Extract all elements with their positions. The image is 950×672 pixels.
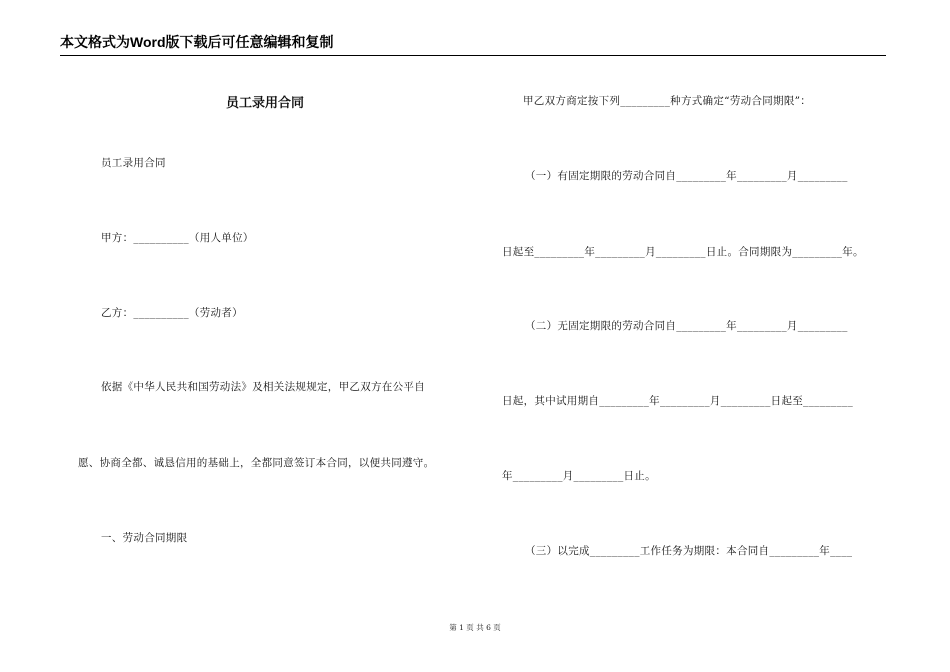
right-line-1: 甲乙双方商定按下列_________种方式确定“劳动合同期限”： <box>523 95 812 107</box>
left-line-4: 依据《中华人民共和国劳动法》及相关法规规定，甲乙双方在公平自 <box>101 381 425 393</box>
left-line-5: 愿、协商全都、诚恳信用的基础上，全都同意签订本合同，以便共同遵守。 <box>78 457 435 469</box>
right-line-5: 日起，其中试用期自_________年_________月_________日起至_________ <box>502 395 853 407</box>
left-line-1: 员工录用合同 <box>101 157 166 169</box>
document-header-notice: 本文格式为Word版下载后可任意编辑和复制 <box>60 32 886 56</box>
right-line-7: （三）以完成_________工作任务为期限：本合同自_________年____ <box>525 545 853 557</box>
right-line-6: 年_________月_________日止。 <box>502 470 656 482</box>
left-line-3: 乙方：__________（劳动者） <box>101 307 243 319</box>
header-divider <box>60 55 886 56</box>
right-line-2: （一）有固定期限的劳动合同自_________年_________月_________ <box>525 170 848 182</box>
left-line-6: 一、劳动合同期限 <box>101 532 188 544</box>
document-title: 员工录用合同 <box>225 95 304 110</box>
right-line-4: （二）无固定期限的劳动合同自_________年_________月_________ <box>525 320 848 332</box>
page-footer: 第 1 页 共 6 页 <box>449 623 501 632</box>
right-line-3: 日起至_________年_________月_________日止。合同期限为_________年。 <box>502 246 864 258</box>
left-line-2: 甲方：__________（用人单位） <box>101 232 254 244</box>
